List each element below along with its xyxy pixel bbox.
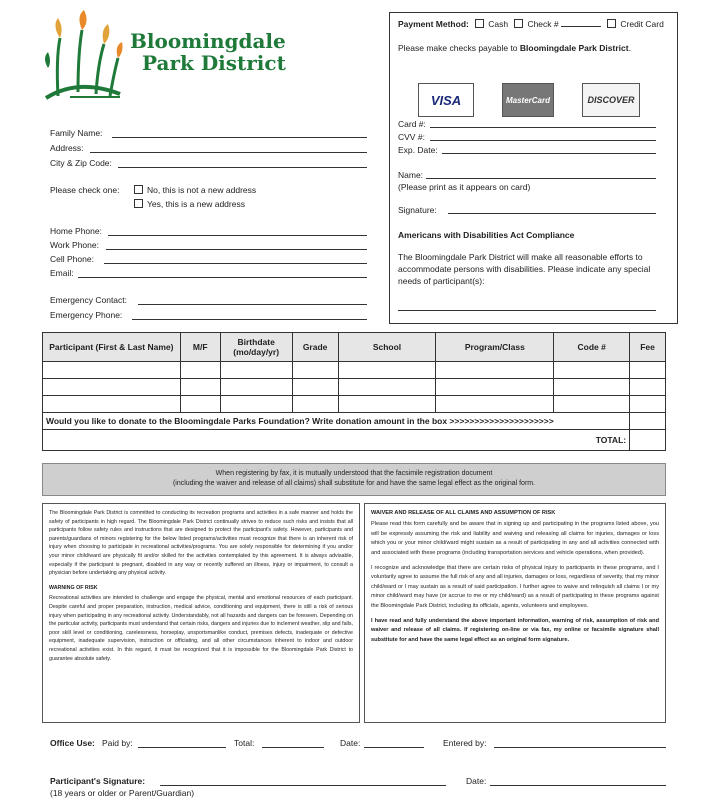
check-number-field[interactable] (561, 26, 601, 27)
checkbox-no[interactable] (134, 185, 143, 194)
cash-checkbox[interactable] (475, 19, 484, 28)
card-number-field[interactable] (430, 127, 656, 128)
fax-note-line1: When registering by fax, it is mutually understood that the facsimile registration document (215, 470, 493, 477)
address-field[interactable] (90, 152, 367, 153)
home-phone-field[interactable] (108, 235, 367, 236)
signature-note: (18 years or older or Parent/Guardian) (50, 788, 195, 798)
payable-note-text: Please make checks payable to (398, 43, 518, 53)
signature-label: Signature: (398, 205, 437, 215)
col-fee: Fee (630, 333, 666, 362)
donation-text: Would you like to donate to the Bloomingdale Parks Foundation? Write donation amount in the box >>>>>>>>>>>>>>>>>>>>> (43, 413, 630, 430)
visa-text: VISA (430, 92, 462, 108)
total-amount-cell[interactable] (630, 430, 666, 451)
cvv-field[interactable] (430, 140, 656, 141)
paid-by-field[interactable] (138, 747, 226, 748)
table-row[interactable] (43, 362, 666, 379)
entered-by-field[interactable] (494, 747, 666, 748)
total-label: TOTAL: (43, 430, 630, 451)
office-date-label: Date: (340, 738, 361, 748)
logo-line1: Bloomingdale (130, 29, 286, 53)
work-phone-label: Work Phone: (50, 240, 99, 250)
registration-table (42, 332, 666, 451)
address-label: Address: (50, 143, 84, 153)
logo-underline (70, 96, 120, 98)
waiver-right-para2: I recognize and acknowledge that there are certain risks of physical injury to participants in these programs, and I voluntarily agree to assume the full risk of any and all injuries, damages or loss, regardless of severity, that my minor child/ward or I may sustain as a result of said participation. I further agree to waive and relinquish all claims I or my minor child/ward may have (or accrue to me or my child/ward) as a result of participating in these programs against the Bloomingdale Park District, including its officials, agents, volunteers and employees. (371, 565, 659, 609)
exp-date-label: Exp. Date: (398, 145, 438, 155)
entered-by-label: Entered by: (443, 738, 487, 748)
cash-label: Cash (488, 19, 509, 29)
paid-by-label: Paid by: (102, 738, 133, 748)
home-phone-label: Home Phone: (50, 226, 102, 236)
city-zip-field[interactable] (118, 167, 367, 168)
col-mf: M/F (180, 333, 220, 362)
discover-logo (582, 83, 640, 117)
waiver-left-box (42, 503, 360, 723)
cell-phone-field[interactable] (104, 263, 367, 264)
name-label: Name: (398, 170, 424, 180)
option-no-label: No, this is not a new address (147, 185, 257, 195)
total-row (43, 430, 666, 451)
logo-line2: Park District (142, 51, 286, 75)
col-code: Code # (554, 333, 630, 362)
exp-date-field[interactable] (442, 153, 656, 154)
payment-method-label: Payment Method: (398, 19, 469, 29)
cvv-label: CVV #: (398, 132, 425, 142)
logo (38, 8, 298, 104)
signature-date-field[interactable] (490, 785, 666, 786)
check-one-label: Please check one: (50, 185, 120, 195)
check-label: Check # (527, 19, 559, 29)
payment-box (389, 12, 678, 324)
donation-row (43, 413, 666, 430)
table-header-row (43, 333, 666, 362)
card-number-label: Card #: (398, 119, 426, 129)
office-use-label: Office Use: (50, 738, 95, 748)
table-row[interactable] (43, 396, 666, 413)
credit-checkbox[interactable] (607, 19, 616, 28)
office-total-label: Total: (234, 738, 255, 748)
ada-text: The Bloomingdale Park District will make all reasonable efforts to accommodate persons with disabilities. Please indicate any special needs of participant(s): (398, 252, 651, 286)
office-total-field[interactable] (262, 747, 324, 748)
table-row[interactable] (43, 379, 666, 396)
family-name-label: Family Name: (50, 128, 103, 138)
col-grade: Grade (292, 333, 338, 362)
payable-note: Please make checks payable to Bloomingdale Park District. (398, 43, 631, 53)
emergency-phone-label: Emergency Phone: (50, 310, 123, 320)
card-name-field[interactable] (426, 178, 656, 179)
family-name-field[interactable] (112, 137, 367, 138)
col-school: School (338, 333, 436, 362)
city-zip-label: City & Zip Code: (50, 158, 112, 168)
check-checkbox[interactable] (514, 19, 523, 28)
office-date-field[interactable] (364, 747, 424, 748)
ada-title: Americans with Disabilities Act Compliance (398, 230, 575, 240)
work-phone-field[interactable] (106, 249, 367, 250)
logo-flowers-icon (38, 8, 128, 104)
payment-method-row (398, 19, 664, 30)
new-address-yes-option[interactable] (134, 199, 245, 210)
mastercard-text: MasterCard (505, 95, 550, 105)
option-yes-label: Yes, this is a new address (147, 199, 245, 209)
waiver-right-para3: I have read and fully understand the above important information, warning of risk, assumption of risk and waiver and release of all claims. If registering on-line or via fax, my online or facsimile signature shall substitute for and have the same legal effect as an original form signature. (371, 618, 659, 643)
participant-signature-field[interactable] (160, 785, 446, 786)
mastercard-logo (502, 83, 554, 117)
signature-date-label: Date: (466, 776, 487, 786)
waiver-title: WAIVER AND RELEASE OF ALL CLAIMS AND ASSUMPTION OF RISK (371, 510, 556, 516)
emergency-contact-label: Emergency Contact: (50, 295, 128, 305)
waiver-right-para1: Please read this form carefully and be aware that in signing up and participating in the programs listed above, you will be expressly assuming the risk and liability and waiving and releasing all claims for injuries, damages or loss which you or your minor child/ward might sustain as a result of participating in any and all activities connected with and associated with these programs (including transportation services and vehicle operations, when provided). (371, 521, 659, 556)
waiver-left-para2: Recreational activities are intended to challenge and engage the physical, mental and emotional resources of each participant. Despite careful and proper preparation, instruction, medical advice, conditioning and equipment, there is still a risk of serious injury when participating in any recreational activity. Understandably, not all hazards and dangers can be foreseen. Depending on the particular activity, participants must understand that certain risks, dangers and injuries due to inclement weather, slip and falls, poor skill level or conditioning, carelessness, horseplay, unsportsmanlike conduct, premises defects, inadequate or defective equipment, inadequate supervision, instruction or officiating, and all other circumstances inherent to indoor and outdoor recreational activities exist. In this regard, it must be recognized that it is impossible for the Bloomingdale Park District to guarantee absolute safety. (49, 595, 353, 662)
warning-title: WARNING OF RISK (49, 584, 98, 591)
email-field[interactable] (78, 277, 367, 278)
email-label: Email: (50, 268, 74, 278)
fax-note (42, 463, 666, 496)
visa-logo (418, 83, 474, 117)
cell-phone-label: Cell Phone: (50, 254, 94, 264)
waiver-left-para1: The Bloomingdale Park District is committed to conducting its recreation programs and activities in a safe manner and holds the safety of participants in high regard. The Bloomingdale Park District continually strives to reduce such risks and insists that all participants follow safety rules and instructions that are designed to protect the participant's safety. However, participants and parents/guardians of minors registering for the below listed programs/activities must recognize that there is an inherent risk of injury when choosing to participate in recreational activities/programs. You are solely responsible for determining if you and/or your minor child/ward are physically fit and/or skilled for the activities contemplated by this agreement. It is always advisable, especially if the participant is pregnant, disabled in any way or recently suffered an illness, injury or impairment, to consult a physician before undertaking any physical activity. (49, 510, 353, 577)
col-participant: Participant (First & Last Name) (43, 333, 181, 362)
checkbox-yes[interactable] (134, 199, 143, 208)
payable-name: Bloomingdale Park District (519, 43, 629, 53)
fax-note-line2: (including the waiver and release of all claims) shall substitute for and have the same legal effect as the original form. (172, 480, 536, 487)
new-address-no-option[interactable] (134, 185, 256, 196)
col-program: Program/Class (436, 333, 554, 362)
emergency-phone-field[interactable] (132, 319, 367, 320)
name-note: (Please print as it appears on card) (398, 182, 531, 192)
waiver-right-box (364, 503, 666, 723)
discover-text: DISCOVER (587, 95, 635, 105)
credit-label: Credit Card (620, 19, 664, 29)
card-signature-field[interactable] (448, 213, 656, 214)
donation-amount-cell[interactable] (630, 413, 666, 430)
emergency-contact-field[interactable] (138, 304, 367, 305)
special-needs-field[interactable] (398, 310, 656, 311)
col-birthdate: Birthdate (mo/day/yr) (220, 333, 292, 362)
participant-signature-label: Participant's Signature: (50, 776, 146, 786)
